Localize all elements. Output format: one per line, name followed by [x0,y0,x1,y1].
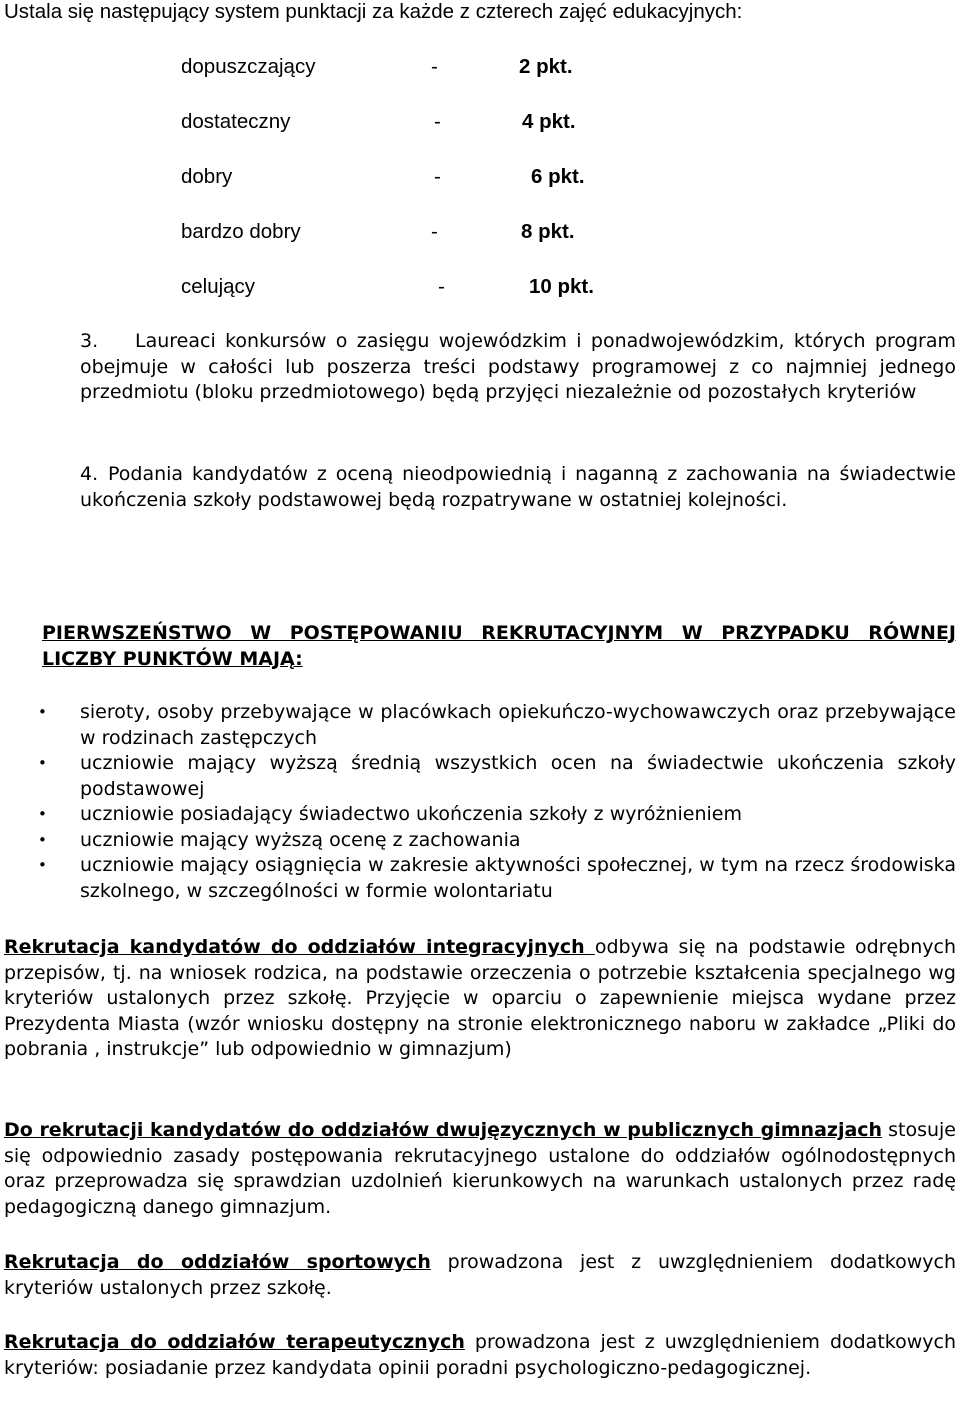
bullet-icon: • [38,805,47,823]
sports-text: prowadzona jest z uwzględnieniem dodatkowych kryteriów ustalonych przez szkołę. [4,1251,956,1299]
grade-points: 10 pkt. [529,275,594,298]
grade-row [0,275,960,301]
grade-dash: - [434,165,441,188]
grade-points: 2 pkt. [519,55,573,78]
sports-paragraph [4,1250,956,1301]
rule-item-4 [80,462,956,513]
grade-name: celujący [181,275,256,298]
grade-name: bardzo dobry [181,220,301,243]
item-text: Podania kandydatów z oceną nieodpowiednią i naganną z zachowania na świadectwie ukończenia szkoły podstawowej będą rozpatrywane w ostatniej kolejności. [80,463,956,511]
list-item-text: uczniowie posiadający świadectwo ukończenia szkoły z wyróżnieniem [80,803,742,825]
grade-points: 6 pkt. [531,165,585,188]
grade-dash: - [438,275,445,298]
list-item-text: sieroty, osoby przebywające w placówkach opiekuńczo-wychowawczych oraz przebywające w rodzinach zastępczych [80,701,956,749]
list-item-text: uczniowie mający wyższą średnią wszystkich ocen na świadectwie ukończenia szkoły podstawowej [80,752,956,800]
grade-row [0,220,960,246]
item-text: Laureaci konkursów o zasięgu wojewódzkim i ponadwojewódzkim, których program obejmuje w całości lub poszerza treści podstawy programowej z co najmniej jednego przedmiotu (bloku przedmiotowego) będą przyjęci niezależnie od pozostałych kryteriów [80,330,956,403]
grade-dash: - [431,220,438,243]
integration-lead: Rekrutacja kandydatów do oddziałów integracyjnych [4,936,595,958]
intro-text: Ustala się następujący system punktacji za każde z czterech zajęć edukacyjnych: [4,0,743,23]
grade-dash: - [431,55,438,78]
priority-list [0,700,960,904]
integration-paragraph [4,935,956,1063]
grade-dash: - [434,110,441,133]
grade-points: 4 pkt. [522,110,576,133]
integration-text: odbywa się na podstawie odrębnych przepisów, tj. na wniosek rodzica, na podstawie orzeczenia o potrzebie kształcenia specjalnego wg kryteriów ustalonych przez szkołę. Przyjęcie w oparciu o zapewnienie miejsca wydane przez Prezydenta Miasta (wzór wniosku dostępny na stronie elektronicznego naboru w zakładce „Pliki do pobrania , instrukcje” lub odpowiednio w gimnazjum) [4,936,956,1060]
bilingual-lead: Do rekrutacji kandydatów do oddziałów dwujęzycznych w publicznych gimnazjach [4,1119,883,1141]
item-number: 3. [80,330,99,352]
priority-heading: PIERWSZEŃSTWO W POSTĘPOWANIU REKRUTACYJNYM W PRZYPADKU RÓWNEJ LICZBY PUNKTÓW MAJĄ: [42,622,956,670]
bilingual-paragraph [4,1118,956,1220]
bullet-icon: • [38,856,47,874]
list-item [0,828,956,854]
therapeutic-paragraph [4,1330,956,1381]
grade-name: dostateczny [181,110,291,133]
list-item [0,700,956,751]
grade-name: dopuszczający [181,55,316,78]
bullet-icon: • [38,703,47,721]
grade-row [0,165,960,191]
list-item [0,751,956,802]
therapeutic-lead: Rekrutacja do oddziałów terapeutycznych [4,1331,465,1353]
bullet-icon: • [38,754,47,772]
list-item [0,853,956,904]
grade-row [0,55,960,81]
grade-row [0,110,960,136]
list-item-text: uczniowie mający osiągnięcia w zakresie aktywności społecznej, w tym na rzecz środowiska szkolnego, w szczególności w formie wolontariatu [80,854,956,902]
bullet-icon: • [38,830,47,849]
list-item [0,802,956,828]
sports-lead: Rekrutacja do oddziałów sportowych [4,1251,431,1273]
grade-name: dobry [181,165,233,188]
grade-points: 8 pkt. [521,220,575,243]
list-item-text: uczniowie mający wyższą ocenę z zachowania [80,828,521,851]
item-number: 4. [80,463,99,485]
therapeutic-text: prowadzona jest z uwzględnieniem dodatkowych kryteriów: posiadanie przez kandydata opinii poradni psychologiczno-pedagogicznej. [4,1331,957,1379]
bilingual-text: stosuje się odpowiednio zasady postępowania rekrutacyjnego ustalone do oddziałów ogólnodostępnych oraz przeprowadza się sprawdzian uzdolnień kierunkowych na warunkach ustalonych przez radę pedagogiczną danego gimnazjum. [4,1119,956,1218]
rule-item-3 [80,329,956,406]
